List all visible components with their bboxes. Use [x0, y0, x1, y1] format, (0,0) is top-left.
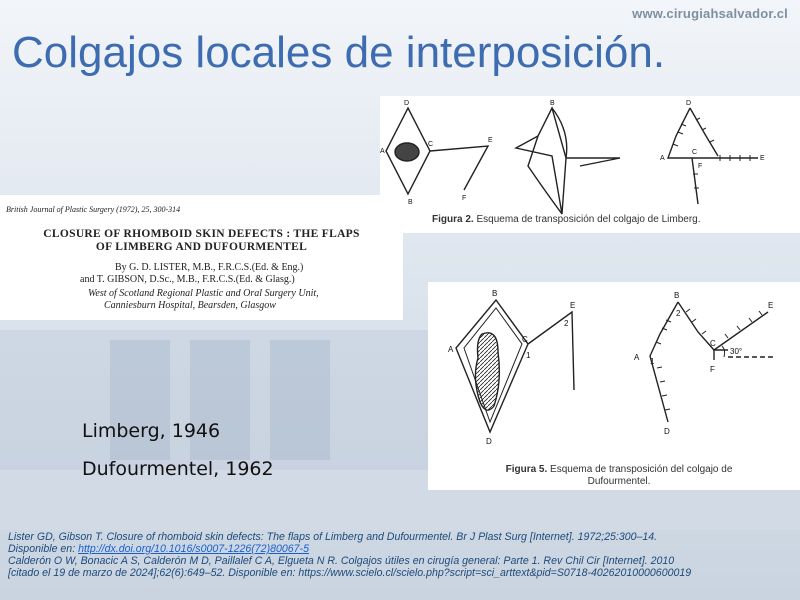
fig2-label: D — [686, 100, 692, 107]
reference-1-prefix: Disponible en: — [8, 543, 79, 555]
fig2-label: D — [404, 100, 410, 107]
fig5-label: 1 — [650, 357, 655, 366]
fig5-label: C — [710, 339, 716, 348]
fig5-label: 2 — [564, 319, 569, 328]
fig2-label: A — [380, 148, 385, 155]
fig2-label: A — [660, 155, 665, 162]
fig5-label: A — [634, 353, 640, 362]
paper-title-line-1: CLOSURE OF RHOMBOID SKIN DEFECTS : THE FLAPS — [43, 228, 360, 240]
paper-author-line-2: and T. GIBSON, D.Sc., M.B., F.R.C.S.(Ed. & Glasg.) — [80, 274, 295, 285]
doi-link[interactable]: http://dx.doi.org/10.1016/s0007-1226(72)80067-5 — [78, 543, 309, 555]
fig5-label: B — [674, 291, 680, 300]
fig5-label: C — [522, 335, 528, 344]
fig5-label: F — [710, 365, 715, 374]
fig2-label: B — [408, 199, 413, 206]
fig5-label: E — [570, 301, 576, 310]
fig2-label: E — [760, 155, 765, 162]
caption-text-line-2: Dufourmentel. — [587, 476, 651, 487]
journal-reference: British Journal of Plastic Surgery (1972), 25, 300-314 — [6, 205, 181, 214]
figure-5-dufourmentel — [428, 282, 800, 490]
fig5-label: A — [448, 345, 454, 354]
figure-5-caption — [484, 464, 754, 488]
fig5-label: D — [664, 427, 670, 436]
fig5-label: E — [768, 301, 774, 310]
reference-1-line-1: Lister GD, Gibson T. Closure of rhomboid skin defects: The flaps of Limberg and Dufourmentel. Br J Plast Surg [Internet]. 1972;25:300–14. — [8, 531, 658, 543]
caption-label: Figura 2. — [432, 214, 474, 225]
reference-1-line-2 — [8, 543, 798, 555]
fig5-label: 2 — [676, 309, 681, 318]
limberg-name: Limberg, 1946 — [82, 420, 221, 442]
dufourmentel-name: Dufourmentel, 1962 — [82, 458, 274, 480]
paper-author-line-1: By G. D. LISTER, M.B., F.R.C.S.(Ed. & Eng.) — [115, 262, 304, 273]
figure-2-diagram — [380, 96, 800, 233]
fig2-label: F — [462, 195, 467, 202]
caption-text: Esquema de transposición del colgajo de Limberg. — [473, 214, 701, 225]
caption-text: Esquema de transposición del colgajo de — [547, 464, 733, 475]
paper-affiliation-line-1: West of Scotland Regional Plastic and Oral Surgery Unit, — [88, 288, 319, 299]
website-url: www.cirugiahsalvador.cl — [632, 6, 788, 21]
fig2-label: B — [550, 100, 555, 107]
paper-header — [0, 195, 403, 320]
figure-5-diagram — [428, 282, 800, 490]
paper-affiliation-line-2: Canniesburn Hospital, Bearsden, Glasgow — [104, 300, 276, 311]
reference-2-line-2: [citado el 19 de marzo de 2024];62(6):649–52. Disponible en: https://www.scielo.cl/scielo.php?script=sci_arttext&pid=S0718-40262010000600019 — [8, 567, 692, 579]
fig5-label: B — [492, 289, 498, 298]
figure-2-limberg — [380, 96, 800, 233]
references — [8, 531, 798, 579]
slide-title: Colgajos locales de interposición. — [12, 28, 666, 77]
fig5-label: 1 — [526, 351, 531, 360]
fig2-label: C — [692, 149, 698, 156]
fig2-label: E — [488, 137, 493, 144]
fig2-label: C — [428, 141, 434, 148]
fig5-label: D — [486, 437, 492, 446]
fig2-label: F — [698, 163, 703, 170]
reference-2-line-1: Calderón O W, Bonacic A S, Calderón M D, Paillalef C A, Elgueta N R. Colgajos útiles en cirugía general: Parte 1. Rev Chil Cir [Internet]. 2010 — [8, 555, 675, 567]
fig5-label: 30° — [730, 347, 743, 356]
paper-title-line-2: OF LIMBERG AND DUFOURMENTEL — [95, 241, 308, 253]
caption-label: Figura 5. — [505, 464, 548, 475]
figure-2-caption — [432, 214, 701, 226]
